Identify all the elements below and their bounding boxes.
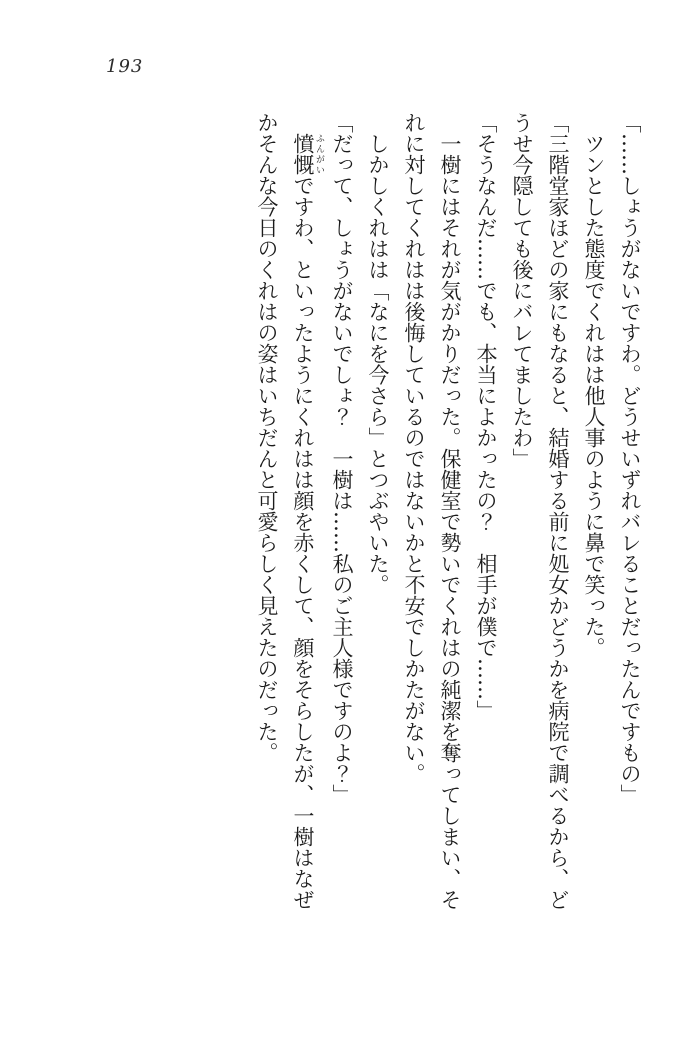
furigana-ruby: 憤慨 ふんがい — [291, 133, 324, 175]
text-block — [218, 112, 648, 912]
paragraph-narrative: 憤慨 ふんがいですわ、といったようにくれはは顔を赤くして、顔をそらしたが、一樹はなぜかそんな今日のくれはの姿はいちだんと可愛らしく見えたのだった。 — [255, 112, 324, 910]
paragraph-narrative: 一樹にはそれが気がかりだった。保健室で勢いでくれはの純潔を奪ってしまい、それに対してくれはは後悔しているのではないかと不安でしかたがない。 — [402, 112, 462, 910]
paragraph-narrative: ツンとした態度でくれはは他人事のように鼻で笑った。 — [582, 112, 606, 658]
paragraph-dialogue: 「三階堂家ほどの家にもなると、結婚する前に処女かどうかを病院で調べるから、どうせ今隠しても後にバレてましたわ」 — [510, 112, 570, 910]
paragraph-dialogue: 「そうなんだ……でも、本当によかったの？ 相手が僕で……」 — [474, 112, 498, 721]
paragraph-dialogue: 「だって、しょうがないでしょ？ 一樹は……私のご主人様ですのよ？」 — [330, 112, 354, 805]
page-number: 193 — [106, 56, 144, 77]
paragraph-dialogue: 「……しょうがないですわ。どうせいずれバレることだったんですもの」 — [618, 112, 642, 805]
paragraph-narrative: しかしくれはは「なにを今さら」とつぶやいた。 — [366, 112, 390, 595]
